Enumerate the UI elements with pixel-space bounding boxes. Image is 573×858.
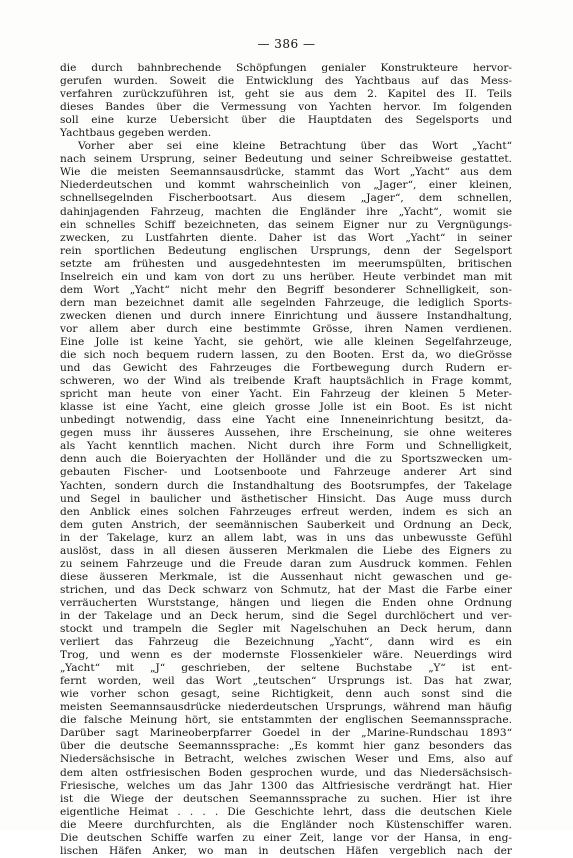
text-line: Niedersächsische in Betracht, welches zwischen Weser und Ems, also auf: [60, 753, 512, 766]
text-line: in der Takelage und an Deck herum, sind die Segel durchlöchert und ver-: [60, 609, 512, 622]
text-line: dern man bezeichnet damit alle segelnden Fahrzeuge, die lediglich Sports-: [60, 296, 512, 309]
text-line: zwecken dienen und durch innere Einrichtung und äussere Instandhaltung,: [60, 309, 512, 322]
text-line: gegen muss ihr äusseres Aussehen, ihre Erscheinung, sie ohne weiteres: [60, 427, 512, 440]
text-line: zu seinem Fahrzeuge und die Freude daran zum Ausdruck kommen. Fehlen: [60, 557, 512, 570]
text-line: spricht man heute von einer Yacht. Ein Fahrzeug der kleinen 5 Meter-: [60, 388, 512, 401]
page-number: — 386 —: [257, 37, 316, 51]
text-line: ein schnelles Schiff bezeichneten, das seinem Eigner nur zu Vergnügungs-: [60, 218, 512, 231]
text-line: Vorher aber sei eine kleine Betrachtung über das Wort „Yacht“: [78, 140, 512, 153]
text-line: meisten Seemannsausdrücke niederdeutschen Ursprungs, während man häufig: [60, 701, 512, 714]
text-line: denn auch die Boieryachten der Holländer und die zu Sportszwecken um-: [60, 453, 512, 466]
body-text: [60, 62, 512, 858]
text-line: verfahren zurückzuführen ist, geht sie aus dem 2. Kapitel des II. Teils: [60, 88, 512, 101]
text-line: die durch bahnbrechende Schöpfungen genialer Konstrukteure hervor-: [60, 62, 512, 74]
text-line: den Anblick eines solchen Fahrzeuges erfreut werden, indem es sich an: [60, 505, 512, 518]
paragraph-1: [60, 62, 512, 140]
text-line: gebauten Fischer- und Lootsenboote und Fahrzeuge anderer Art sind: [60, 466, 512, 479]
text-line: lischen Häfen Anker, wo man in deutschen Häfen vergeblich nach der: [60, 844, 512, 857]
text-line: stockt und trampeln die Segler mit Nagelschuhen an Deck herum, dann: [60, 623, 512, 636]
text-line: „Yacht“ mit „J“ geschrieben, der seltene Buchstabe „Y“ ist ent-: [60, 662, 512, 675]
text-line: diese äusseren Merkmale, ist die Aussenhaut nicht gewaschen und ge-: [60, 570, 512, 583]
text-line: schnellsegelnden Fischerbootsart. Aus diesem „Jager“, dem schnellen,: [60, 192, 512, 205]
text-line: und Segel in baulicher und ästhetischer Hinsicht. Das Auge muss durch: [60, 492, 512, 505]
text-line: Trog, und wenn es der modernste Flossenkieler wäre. Neuerdings wird: [60, 649, 512, 662]
text-line: dahinjagenden Fahrzeug, machten die Engländer ihre „Yacht“, womit sie: [60, 205, 512, 218]
text-line: wie vorher schon gesagt, seine Richtigkeit, denn auch sonst sind die: [60, 688, 512, 701]
text-line: fernt worden, weil das Wort „teutschen“ Ursprungs ist. Das hat zwar,: [60, 675, 512, 688]
text-line: vor allem aber durch eine bestimmte Grösse, ihren Namen verdienen.: [60, 322, 512, 335]
text-line: die sich noch bequem rudern lassen, zu den Booten. Erst da, wo dieGrösse: [60, 349, 512, 362]
text-line: klasse ist eine Yacht, eine gleich grosse Jolle ist ein Boot. Es ist nicht: [60, 401, 512, 414]
text-line: Wie die meisten Seemannsausdrücke, stammt das Wort „Yacht“ aus dem: [60, 166, 512, 179]
text-line: schweren, wo der Wind als treibende Kraft hauptsächlich in Frage kommt,: [60, 375, 512, 388]
text-line: über die deutsche Seemannssprache: „Es kommt hier ganz besonders das: [60, 740, 512, 753]
text-line: zwecken, zu Lustfahrten diente. Daher ist das Wort „Yacht“ in seiner: [60, 231, 512, 244]
text-line: dieses Bandes über die Vermessung von Yachten hervor. Im folgenden: [60, 101, 512, 114]
text-line: unbedingt notwendig, dass eine Yacht eine Inneneinrichtung besitzt, da-: [60, 414, 512, 427]
text-line: Yachtbaus gegeben werden.: [60, 127, 212, 140]
text-line: Inselreich ein und kam von dort zu uns herüber. Heute verbindet man mit: [60, 270, 512, 283]
text-line: rein sportlichen Bedeutung englischen Ursprungs, denn der Segelsport: [60, 244, 512, 257]
paragraph-2: [60, 140, 512, 858]
text-line: Yachten, sondern durch die Instandhaltung des Bootsrumpfes, der Takelage: [60, 479, 512, 492]
text-line: als Yacht kenntlich machen. Nicht durch ihre Form und Schnelligkeit,: [60, 440, 512, 453]
text-line: eigentliche Heimat . . . . Die Geschichte lehrt, dass die deutschen Kiele: [60, 805, 512, 818]
text-line: und das Gewicht des Fahrzeuges die Fortbewegung durch Rudern er-: [60, 362, 512, 375]
text-line: ist die Wiege der deutschen Seemannssprache zu suchen. Hier ist ihre: [60, 792, 512, 805]
text-line: dem Wort „Yacht“ nicht mehr den Begriff besonderer Schnelligkeit, son-: [60, 283, 512, 296]
text-line: Die deutschen Schiffe warfen zu einer Zeit, lange vor der Hansa, in eng-: [60, 831, 512, 844]
text-line: die Meere durchfurchten, als die Engländer noch Küstenschiffer waren.: [60, 818, 512, 831]
text-line: Friesische, welches um das Jahr 1300 das Altfriesische verdrängt hat. Hier: [60, 779, 512, 792]
text-line: nach seinem Ursprung, seiner Bedeutung und seiner Schreibweise gestattet.: [60, 153, 512, 166]
text-line: die falsche Meinung hört, sie entstammten der englischen Seemannssprache.: [60, 714, 512, 727]
text-line: auslöst, dass in all diesen äusseren Merkmalen die Liebe des Eigners zu: [60, 544, 512, 557]
text-line: Darüber sagt Marineoberpfarrer Goedel in der „Marine-Rundschau 1893“: [60, 727, 512, 740]
text-line: setzte am frühesten und ausgedehntesten im meerumspülten, britischen: [60, 257, 512, 270]
text-line: Niederdeutschen und kommt wahrscheinlich von „Jager“, einer kleinen,: [60, 179, 512, 192]
text-line: in der Takelage, kurz an allem labt, was in uns das unbewusste Gefühl: [60, 531, 512, 544]
text-line: verliert das Fahrzeug die Bezeichnung „Yacht“, dann wird es ein: [60, 636, 512, 649]
text-line: dem alten ostfriesischen Boden gesprochen wurde, und das Niedersächsisch-: [60, 766, 512, 779]
text-line: soll eine kurze Uebersicht über die Hauptdaten des Segelsports und: [60, 114, 512, 127]
text-line: gerufen wurden. Soweit die Entwicklung des Yachtbaus auf das Mess-: [60, 75, 512, 88]
text-line: strichen, und das Deck schwarz von Schmutz, hat der Mast die Farbe einer: [60, 583, 512, 596]
text-line: dem guten Anstrich, der seemännischen Sauberkeit und Ordnung an Deck,: [60, 518, 512, 531]
text-line: Eine Jolle ist keine Yacht, sie gehört, wie alle kleinen Segelfahrzeuge,: [60, 335, 512, 348]
text-line: verräucherten Wurststange, hängen und liegen die Enden ohne Ordnung: [60, 596, 512, 609]
